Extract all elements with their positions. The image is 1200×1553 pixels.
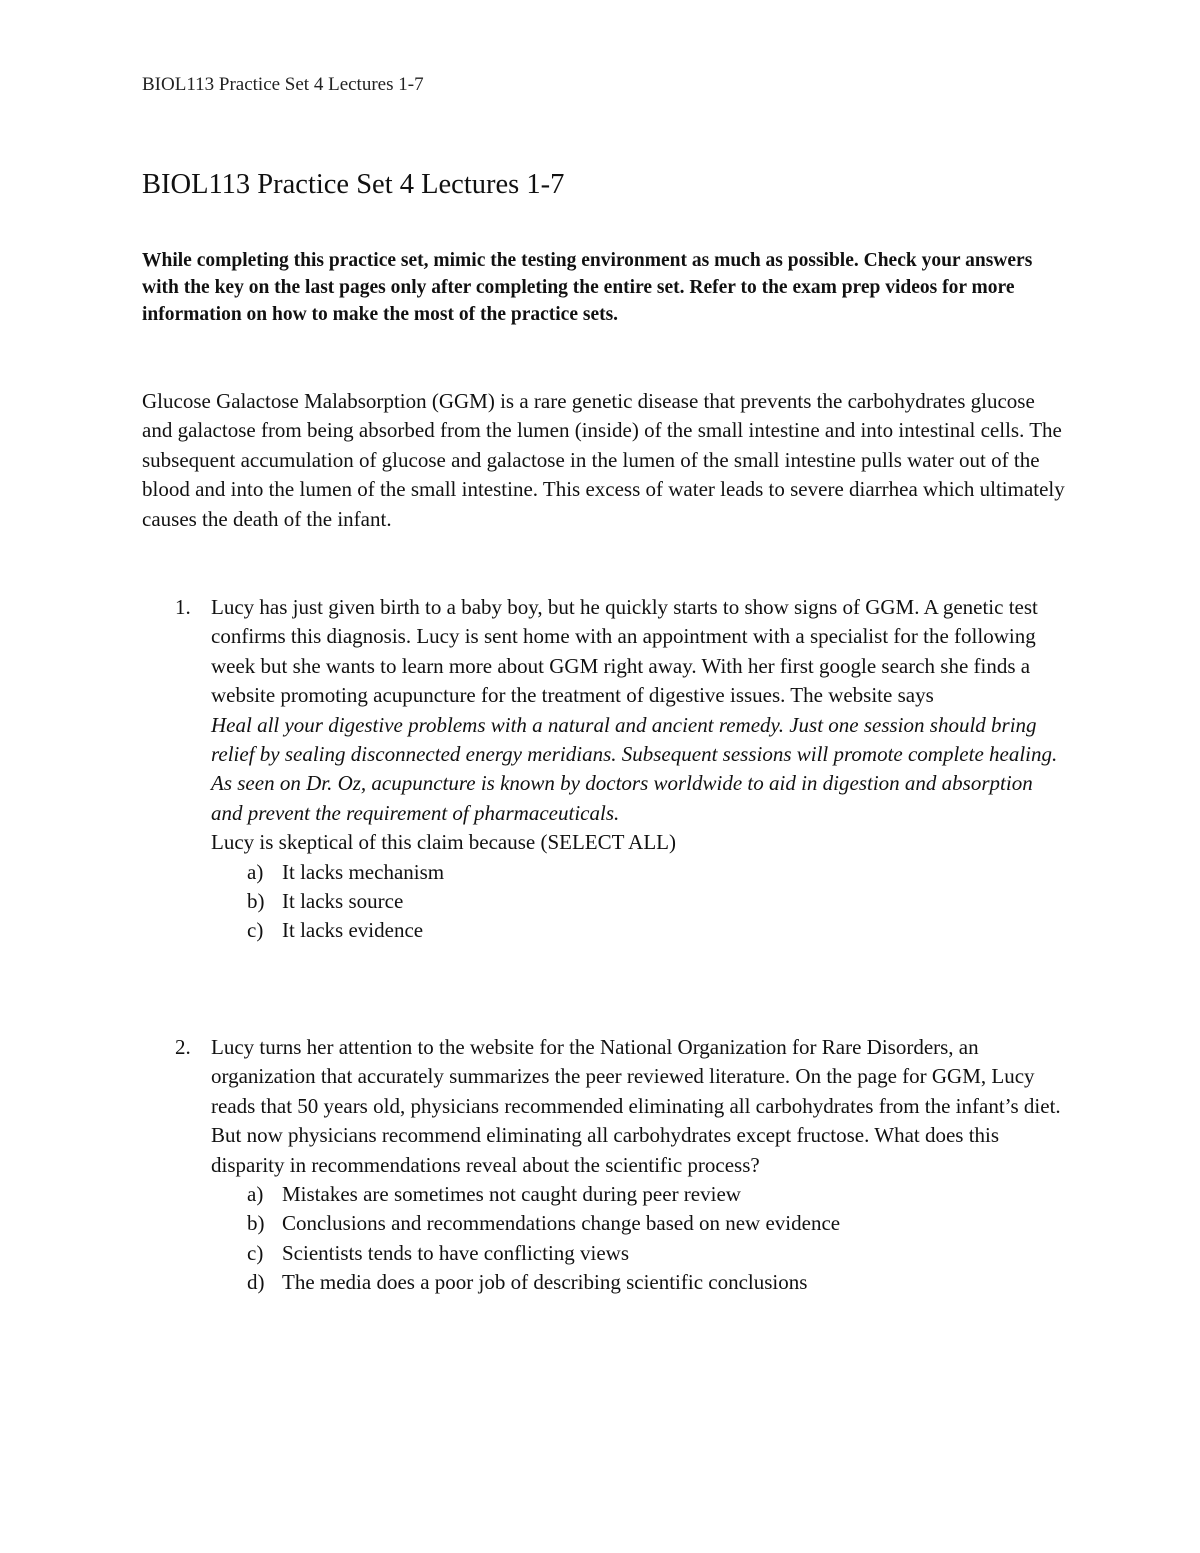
option-text: It lacks mechanism	[282, 859, 445, 884]
instructions-paragraph: While completing this practice set, mimic the testing environment as much as possible. Check your answers with the key on the last pages only after completing the entire set. Refer to the exam prep videos for more information on how to make the most of the practice sets.	[142, 250, 1033, 325]
question-body	[211, 1033, 1065, 1298]
answer-options	[211, 1180, 1065, 1298]
option-letter: a)	[247, 1182, 264, 1207]
question-2	[175, 1033, 1065, 1298]
answer-option-c	[211, 1239, 1065, 1268]
option-text: The media does a poor job of describing scientific conclusions	[282, 1270, 808, 1295]
option-text: Mistakes are sometimes not caught during peer review	[282, 1182, 741, 1207]
question-1	[175, 593, 1065, 946]
website-quote: Heal all your digestive problems with a natural and ancient remedy. Just one session should bring relief by sealing disconnected energy meridians. Subsequent sessions will promote complete healing. As seen on Dr. Oz, acupuncture is known by doctors worldwide to aid in digestion and absorption and prevent the requirement of pharmaceuticals.	[211, 712, 1058, 825]
option-letter: d)	[247, 1270, 265, 1295]
question-stem: Lucy has just given birth to a baby boy, but he quickly starts to show signs of GGM. A genetic test confirms this diagnosis. Lucy is sent home with an appointment with a specialist for the following week but she wants to learn more about GGM right away. With her first google search she finds a website promoting acupuncture for the treatment of digestive issues. The website says	[211, 595, 1038, 708]
option-letter: b)	[247, 889, 265, 914]
question-number: 2.	[175, 1035, 191, 1059]
option-text: It lacks source	[282, 889, 404, 914]
option-letter: a)	[247, 859, 264, 884]
answer-option-c	[211, 916, 1065, 945]
running-header: BIOL113 Practice Set 4 Lectures 1-7	[142, 74, 424, 95]
answer-option-a	[211, 858, 1065, 887]
document-title: BIOL113 Practice Set 4 Lectures 1-7	[142, 169, 565, 200]
question-prompt: Lucy is skeptical of this claim because (SELECT ALL)	[211, 830, 676, 855]
answer-option-a	[211, 1180, 1065, 1209]
answer-option-d	[211, 1268, 1065, 1297]
option-text: Conclusions and recommendations change based on new evidence	[282, 1211, 841, 1236]
question-number: 1.	[175, 595, 191, 619]
answer-options	[211, 858, 1065, 946]
option-letter: c)	[247, 1240, 264, 1265]
option-letter: b)	[247, 1211, 265, 1236]
intro-paragraph: Glucose Galactose Malabsorption (GGM) is a rare genetic disease that prevents the carbohydrates glucose and galactose from being absorbed from the lumen (inside) of the small intestine and into intestinal cells. The subsequent accumulation of glucose and galactose in the lumen of the small intestine pulls water out of the blood and into the lumen of the small intestine. This excess of water leads to severe diarrhea which ultimately causes the death of the infant.	[142, 389, 1065, 531]
option-letter: c)	[247, 918, 264, 943]
answer-option-b	[211, 887, 1065, 916]
option-text: Scientists tends to have conflicting views	[282, 1240, 630, 1265]
option-text: It lacks evidence	[282, 918, 424, 943]
question-stem: Lucy turns her attention to the website for the National Organization for Rare Disorders, an organization that accurately summarizes the peer reviewed literature. On the page for GGM, Lucy reads that 50 years old, physicians recommended eliminating all carbohydrates from the infant’s diet. But now physicians recommend eliminating all carbohydrates except fructose. What does this disparity in recommendations reveal about the scientific process?	[211, 1035, 1061, 1177]
question-body	[211, 593, 1065, 946]
answer-option-b	[211, 1209, 1065, 1238]
